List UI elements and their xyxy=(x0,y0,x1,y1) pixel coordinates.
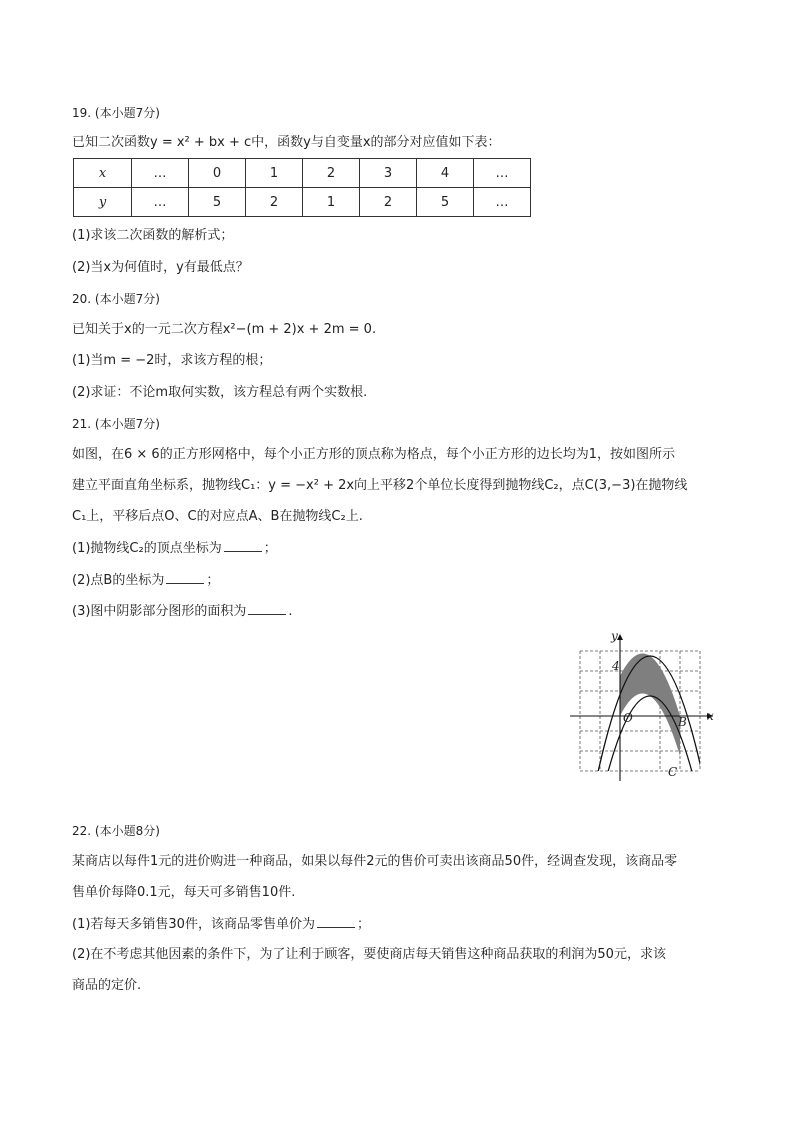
y-axis-arrow-icon xyxy=(617,634,623,640)
q20-heading: 20. (本小题7分) xyxy=(72,292,160,306)
shaded-region xyxy=(620,654,680,757)
answer-blank[interactable] xyxy=(317,914,355,928)
q22-stem-line2: 售单价每降0.1元，每天可多销售10件. xyxy=(72,885,296,900)
label-x: x xyxy=(707,709,714,723)
label-b: B xyxy=(678,715,687,729)
q21-parabola-figure xyxy=(570,626,730,786)
label-o: O xyxy=(623,711,633,725)
answer-blank[interactable] xyxy=(248,601,286,615)
q21-part3 xyxy=(72,601,293,622)
table-cell: 2 xyxy=(360,188,417,217)
table-cell: … xyxy=(132,159,189,188)
q22-part2-line2: 商品的定价. xyxy=(72,978,142,993)
q21-part3-end: . xyxy=(288,604,293,619)
table-cell: 1 xyxy=(303,188,360,217)
q19-part1: (1)求该二次函数的解析式； xyxy=(72,228,234,243)
answer-blank[interactable] xyxy=(166,570,204,584)
table-cell: 5 xyxy=(417,188,474,217)
q21-stem-line3: C₁上，平移后点O、C的对应点A、B在抛物线C₂上. xyxy=(72,509,363,524)
q21-part2-end: ； xyxy=(206,573,220,588)
q21-part2 xyxy=(72,570,219,591)
q20-stem: 已知关于x的一元二次方程x²−(m + 2)x + 2m = 0. xyxy=(72,322,377,337)
table-cell: 2 xyxy=(303,159,360,188)
q21-part1-text: (1)抛物线C₂的顶点坐标为 xyxy=(72,541,222,556)
table-cell: 5 xyxy=(189,188,246,217)
q19-value-table xyxy=(73,158,531,217)
table-cell: 2 xyxy=(246,188,303,217)
q22-part2-line1: (2)在不考虑其他因素的条件下，为了让利于顾客，要使商店每天销售这种商品获取的利润为50元，求该 xyxy=(72,947,666,962)
table-cell: y xyxy=(74,188,132,217)
q19-heading: 19. (本小题7分) xyxy=(72,106,160,120)
q22-part1 xyxy=(72,914,370,935)
label-4: 4 xyxy=(612,659,620,673)
q22-stem-line1: 某商店以每件1元的进价购进一种商品，如果以每件2元的售价可卖出该商品50件，经调查发现，该商品零 xyxy=(72,854,678,869)
q21-stem-line2: 建立平面直角坐标系，抛物线C₁：y = −x² + 2x向上平移2个单位长度得到抛物线C₂，点C(3,−3)在抛物线 xyxy=(72,478,688,493)
table-cell: 3 xyxy=(360,159,417,188)
table-cell: … xyxy=(132,188,189,217)
label-c: C xyxy=(668,765,678,779)
q22-heading: 22. (本小题8分) xyxy=(72,824,160,838)
q21-part2-text: (2)点B的坐标为 xyxy=(72,573,165,588)
q20-part1: (1)当m = −2时，求该方程的根； xyxy=(72,353,272,368)
answer-blank[interactable] xyxy=(224,538,262,552)
label-y: y xyxy=(611,629,618,643)
q19-stem: 已知二次函数y = x² + bx + c中，函数y与自变量x的部分对应值如下表： xyxy=(72,135,501,150)
table-cell: … xyxy=(474,188,531,217)
q22-part1-text: (1)若每天多销售30件，该商品零售单价为 xyxy=(72,917,315,932)
table-cell: x xyxy=(74,159,132,188)
table-cell: 1 xyxy=(246,159,303,188)
q21-part3-text: (3)图中阴影部分图形的面积为 xyxy=(72,604,247,619)
table-row xyxy=(74,188,531,217)
q21-part1 xyxy=(72,538,277,559)
table-cell: 0 xyxy=(189,159,246,188)
q21-stem-line1: 如图，在6 × 6的正方形网格中，每个小正方形的顶点称为格点，每个小正方形的边长均为1，按如图所示 xyxy=(72,447,675,462)
q22-part1-end: ； xyxy=(356,917,370,932)
q21-heading: 21. (本小题7分) xyxy=(72,417,160,431)
table-cell: 4 xyxy=(417,159,474,188)
q21-part1-end: ； xyxy=(263,541,277,556)
table-cell: … xyxy=(474,159,531,188)
table-row xyxy=(74,159,531,188)
parabola-c1 xyxy=(595,696,705,786)
q20-part2: (2)求证：不论m取何实数，该方程总有两个实数根. xyxy=(72,385,368,400)
q19-part2: (2)当x为何值时，y有最低点？ xyxy=(72,260,249,275)
